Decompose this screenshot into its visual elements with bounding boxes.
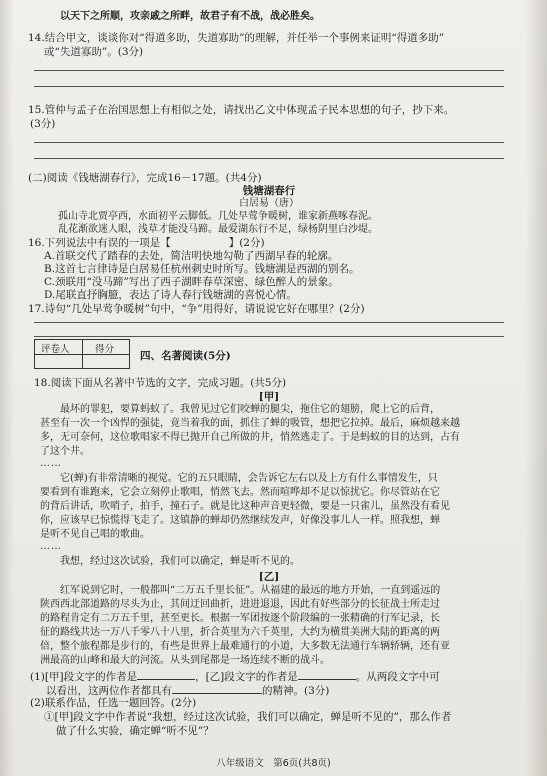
ellipsis-2: …… <box>40 541 62 552</box>
question-16-stem-pre: 16.下列说法中有误的一项是【 <box>28 237 171 249</box>
blank-spirit[interactable] <box>172 682 262 694</box>
passage-jia-p2-line5: 是听不见自己唱的歌曲。 <box>40 529 150 540</box>
blank-author-yi[interactable] <box>298 668 356 680</box>
passage-jia-p1-line2: 甚至有一次一个凶悍的强徒，竟当着我的面，抓住了蝉的吸管，想把它拉掉。最后，麻烦越来越 <box>40 418 460 429</box>
passage-yi-line6: 洲最高的山峰和最大的河流。从头到尾都是一场连续不断的战斗。 <box>40 655 330 666</box>
passage-yi-line3: 的路程肯定有二万五千里，甚至更长。根据一军团按逐个阶段编的一张精确的行军记录，长 <box>40 613 440 624</box>
poem-title: 钱塘湖春行 <box>242 185 296 197</box>
passage-yi-line5: 倍，整个旅程都是步行的，有些是世界上最难通行的小道，大多数无法通行车辆轿辆，还有亚 <box>40 641 450 652</box>
passage-yi-line2: 陕西西北部道路的尽头为止，其间迂回曲折，进进退退，因此有好些部分的长征战士所走过 <box>40 599 440 610</box>
passage-jia-p2-line2: 要看到有谁跑来，它会立刻停止歌唱，悄然飞去。然而喧哗却不足以惊扰它。你尽管站在它 <box>40 487 440 498</box>
subquestion-2-option1-line1: ①[甲]段文字中作者说“我想，经过这次试验，我们可以确定，蝉是听不见的”，那么作者 <box>44 711 452 723</box>
answer-line-15-1[interactable] <box>34 142 504 143</box>
blank-author-jia[interactable] <box>137 668 195 680</box>
passage-yi-label: [乙] <box>258 571 280 583</box>
answer-line-14-1[interactable] <box>34 70 504 71</box>
previous-text-ending: 以天下之所顺，攻亲戚之所畔，故君子有不战，战必胜矣。 <box>60 11 320 22</box>
passage-yi-line1: 红军说到它时，一般都叫“二万五千里长征”。从福建的最远的地方开始，一直到遥远的 <box>60 585 441 596</box>
question-18-stem: 18.阅读下面从名著中节选的文字，完成习题。(共5分) <box>34 377 287 389</box>
poem-line-1: 孤山寺北贾亭西，水面初平云脚低。几处早莺争暖树，谁家新燕啄春泥。 <box>58 211 378 222</box>
subquestion-2-option1-line2: 做了什么实验，确定蝉“听不见”？ <box>56 725 214 737</box>
question-16-stem <box>28 236 498 250</box>
passage-jia-p2-line4: 你，应该早已惊慌得飞走了。这镇静的蝉却仍然继续发声，好像没事儿人一样。照我想，蝉 <box>40 515 440 526</box>
poem-author: 白居易（唐） <box>239 198 299 209</box>
page-footer: 八年级语文 第6页(共8页) <box>216 758 331 769</box>
subquestion-1-line1: (1)[甲]段文字的作者是 ，[乙]段文字的作者是 。从两段文字中可 <box>30 668 500 684</box>
score-table-grader-label: 评卷人 <box>41 344 70 355</box>
question-15-line1: 15.管仲与孟子在治国思想上有相似之处，请找出乙文中体现孟子民本思想的句子，抄下来。 <box>28 104 455 116</box>
passage-jia-p1-line1: 最坏的罪犯，要算蚂蚁了。我曾见过它们咬蝉的腿尖，拖住它的翅膀，爬上它的后背， <box>60 404 440 415</box>
question-15-line2: (3分) <box>30 118 56 130</box>
page-shadow-right <box>525 0 547 776</box>
score-table-score-label: 得分 <box>95 344 115 355</box>
answer-line-17-1[interactable] <box>34 322 504 323</box>
option-d: D.尾联直抒胸臆，表达了诗人春行钱塘湖的喜悦心情。 <box>44 289 297 301</box>
question-17-stem: 17.诗句“几处早莺争暖树”句中，“争”用得好，请说说它好在哪里？(2分) <box>28 303 365 315</box>
passage-jia-label: [甲] <box>258 391 280 403</box>
question-14-line1: 14.结合甲文，谈谈你对“得道多助，失道寡助”的理解，并任举一个事例来证明“得道多助” <box>28 32 445 44</box>
passage-yi-line4: 征的路线共达一万八千零八十八里，折合英里为六千英里，大约为横贯美洲大陆的距离的两 <box>40 627 440 638</box>
ellipsis-1: …… <box>40 458 62 469</box>
passage-jia-p1-line4: 了这个井。 <box>40 446 90 457</box>
subquestion-1-line2: 以看出，这两位作者都具有 的精神。(3分) <box>46 682 516 698</box>
question-14-line2: 或“失道寡助”。(3分) <box>44 46 144 58</box>
page-shadow-left <box>0 0 14 776</box>
score-table <box>34 339 130 369</box>
option-a: A.首联交代了踏春的去处，简洁明快地勾勒了西湖早春的轮廓。 <box>44 250 339 262</box>
answer-line-15-2[interactable] <box>34 158 504 159</box>
passage-jia-p3: 我想，经过这次试验，我们可以确定，蝉是听不见的。 <box>60 556 300 567</box>
subquestion-2-stem: (2)联系作品，任选一题回答。(2分) <box>30 697 197 709</box>
question-16-stem-post: 】(2分) <box>228 237 265 249</box>
answer-line-14-2[interactable] <box>34 86 504 87</box>
passage-jia-p2-line1: 它(蝉)有非常清晰的视觉。它的五只眼睛，会告诉它左右以及上方有什么事情发生，只 <box>60 473 438 484</box>
option-c: C.颈联用“没马蹄”写出了西子湖畔春草深密、绿色醉人的景象。 <box>44 276 339 288</box>
passage-jia-p2-line3: 的背后讲话，吹哨子，拍手，撞石子。就是比这种声音更轻微，要是一只雀儿，虽然没有看见 <box>40 501 450 512</box>
section-2-heading: (二)阅读《钱塘湖春行》，完成16－17题。(共4分) <box>28 172 262 184</box>
answer-line-17-2[interactable] <box>34 336 504 337</box>
section-4-heading: 四、名著阅读(5分) <box>140 350 231 362</box>
passage-jia-p1-line3: 多，无可奈何，这位歌唱家不得已抛开自己所做的井，悄然逃走了。于是蚂蚁的目的达到，占有 <box>40 432 460 443</box>
poem-line-2: 乱花渐欲迷人眼，浅草才能没马蹄。最爱湖东行不足，绿杨阴里白沙堤。 <box>58 224 378 235</box>
option-b: B.这首七言律诗是白居易任杭州刺史时所写。钱塘湖是西湖的别名。 <box>44 263 360 275</box>
